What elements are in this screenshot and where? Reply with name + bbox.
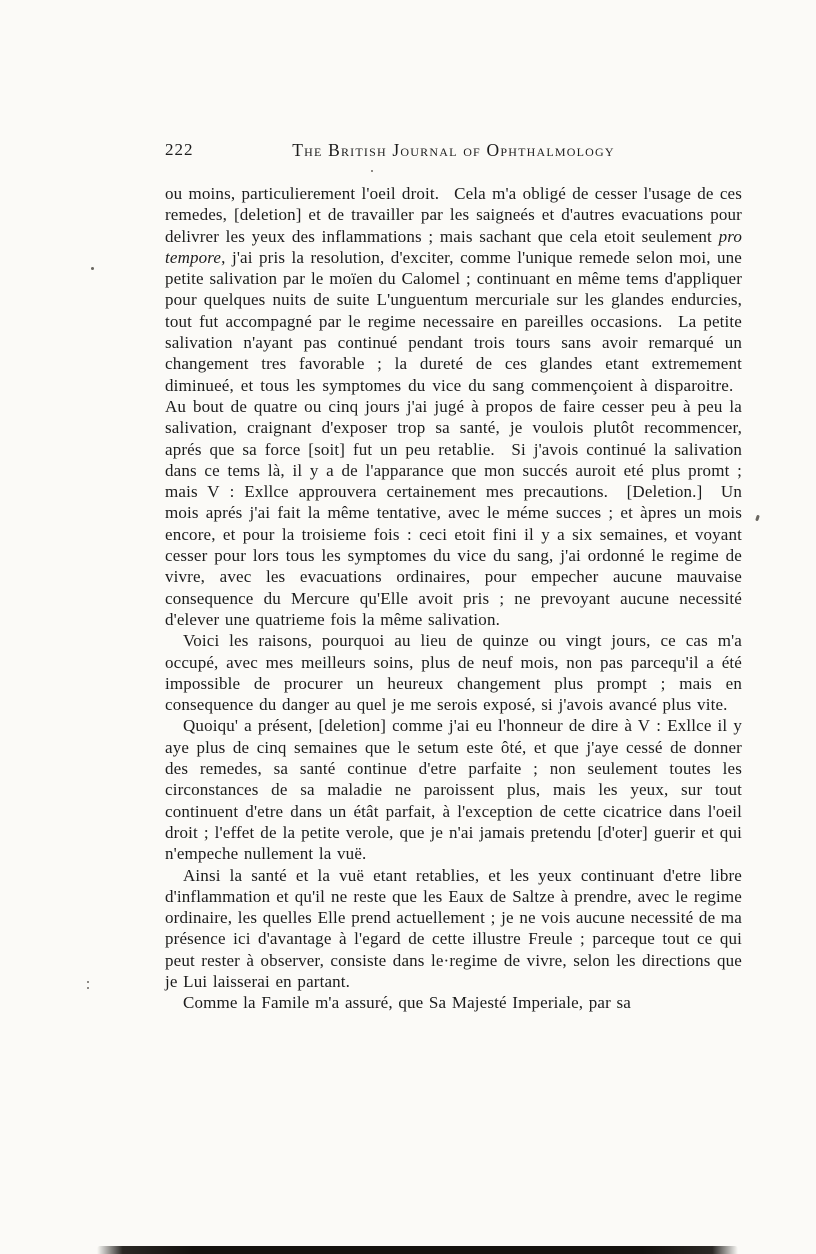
italic-text-segment: pro tempore: [165, 226, 742, 267]
paragraph: [165, 865, 742, 993]
page-header: [165, 140, 742, 164]
scan-speck: [87, 981, 89, 983]
text-segment: , j'ai pris la resolution, d'exciter, comme l'unique remede selon moi, une petite salivation par le moïen du Calomel ; continuant en même tems d'appliquer pour quelques nuits de suite L'unguentum mercuriale sur les glandes endurcies, tout fut accompagné par le regime necessaire en pareilles occasions. La petite salivation n'ayant pas continué pendant trois tours sans avoir remarqué un changement tres favorable ; la dureté de ces glandes etant extremement diminueé, et tous les symptomes du vice du sang commençoient à disparoitre. Au bout de quatre ou cinq jours j'ai jugé à propos de faire cesser peu à peu la salivation, craignant d'exposer trop sa santé, je voulois plutôt recommencer, aprés que sa force [soit] fut un peu retablie. Si j'avois continué la salivation dans ce tems là, il y a de l'apparance que mon succés auroit eté plus promt ; mais V : Exllce approuvera certainement mes precautions. [Deletion.] Un mois aprés j'ai fait la même tentative, avec le méme succes ; et àpres un mois encore, et pour la troisieme fois : ceci etoit fini il y a six semaines, et voyant cesser pour lors tous les symptomes du vice du sang, j'ai ordonné le regime de vivre, avec les evacuations ordinaires, pour empecher aucune mauvaise consequence du Mercure qu'Elle avoit pris ; ne prevoyant aucune necessité d'elever une quatrieme fois la même salivation.: [165, 247, 742, 629]
text-segment: Voici les raisons, pourquoi au lieu de quinze ou vingt jours, ce cas m'a occupé, avec mes meilleurs soins, plus de neuf mois, non pas parcequ'il a été impossible de procurer un heureux changement plus prompt ; mais en consequence du danger au quel je me serois exposé, si j'avois avancé plus vite.: [165, 631, 742, 715]
scan-speck: [91, 267, 94, 270]
scan-edge-artifact: [97, 1246, 738, 1254]
page-number: 222: [165, 140, 194, 159]
paragraph: [165, 992, 742, 1013]
paragraph: [165, 183, 742, 630]
text-segment: ou moins, particulierement l'oeil droit. Cela m'a obligé de cesser l'usage de ces remedes, [deletion] et de travailler par les saigneés et d'autres evacuations pour delivrer les yeux des inflammations ; mais sachant que cela etoit seulement: [165, 184, 742, 246]
text-segment: Quoiqu' a présent, [deletion] comme j'ai eu l'honneur de dire à V : Exllce il y aye plus de cinq semaines que le setum este ôté, et que j'aye cessé de donner des remedes, sa santé continue d'etre parfaite ; non seulement toutes les circonstances de sa maladie ne paroissent plus, mais les yeux, sur tout continuent d'etre dans un étât parfait, à l'exception de cette cicatrice dans l'oeil droit ; l'effet de la petite verole, que je n'ai jamais pretendu [d'oter] guerir et qui n'empeche nullement la vuë.: [165, 716, 742, 864]
text-segment: Comme la Famile m'a assuré, que Sa Majesté Imperiale, par sa: [183, 993, 631, 1013]
scan-speck: [371, 170, 373, 172]
body-text: [165, 183, 742, 1014]
paragraph: [165, 715, 742, 864]
scan-speck: [755, 515, 760, 522]
text-segment: Ainsi la santé et la vuë etant retablies, et les yeux continuant d'etre libre d'inflammation et qu'il ne reste que les Eaux de Saltze à prendre, avec le regime ordinaire, les quelles Elle prend actuellement ; je ne vois aucune necessité de ma présence ici d'avantage à l'egard de cette illustre Freule ; parceque tout ce qui peut rester à observer, consiste dans le·regime de vivre, selon les directions que je Lui laisserai en partant.: [165, 865, 742, 991]
paragraph: [165, 630, 742, 715]
journal-title: The British Journal of Ophthalmology: [292, 140, 615, 160]
